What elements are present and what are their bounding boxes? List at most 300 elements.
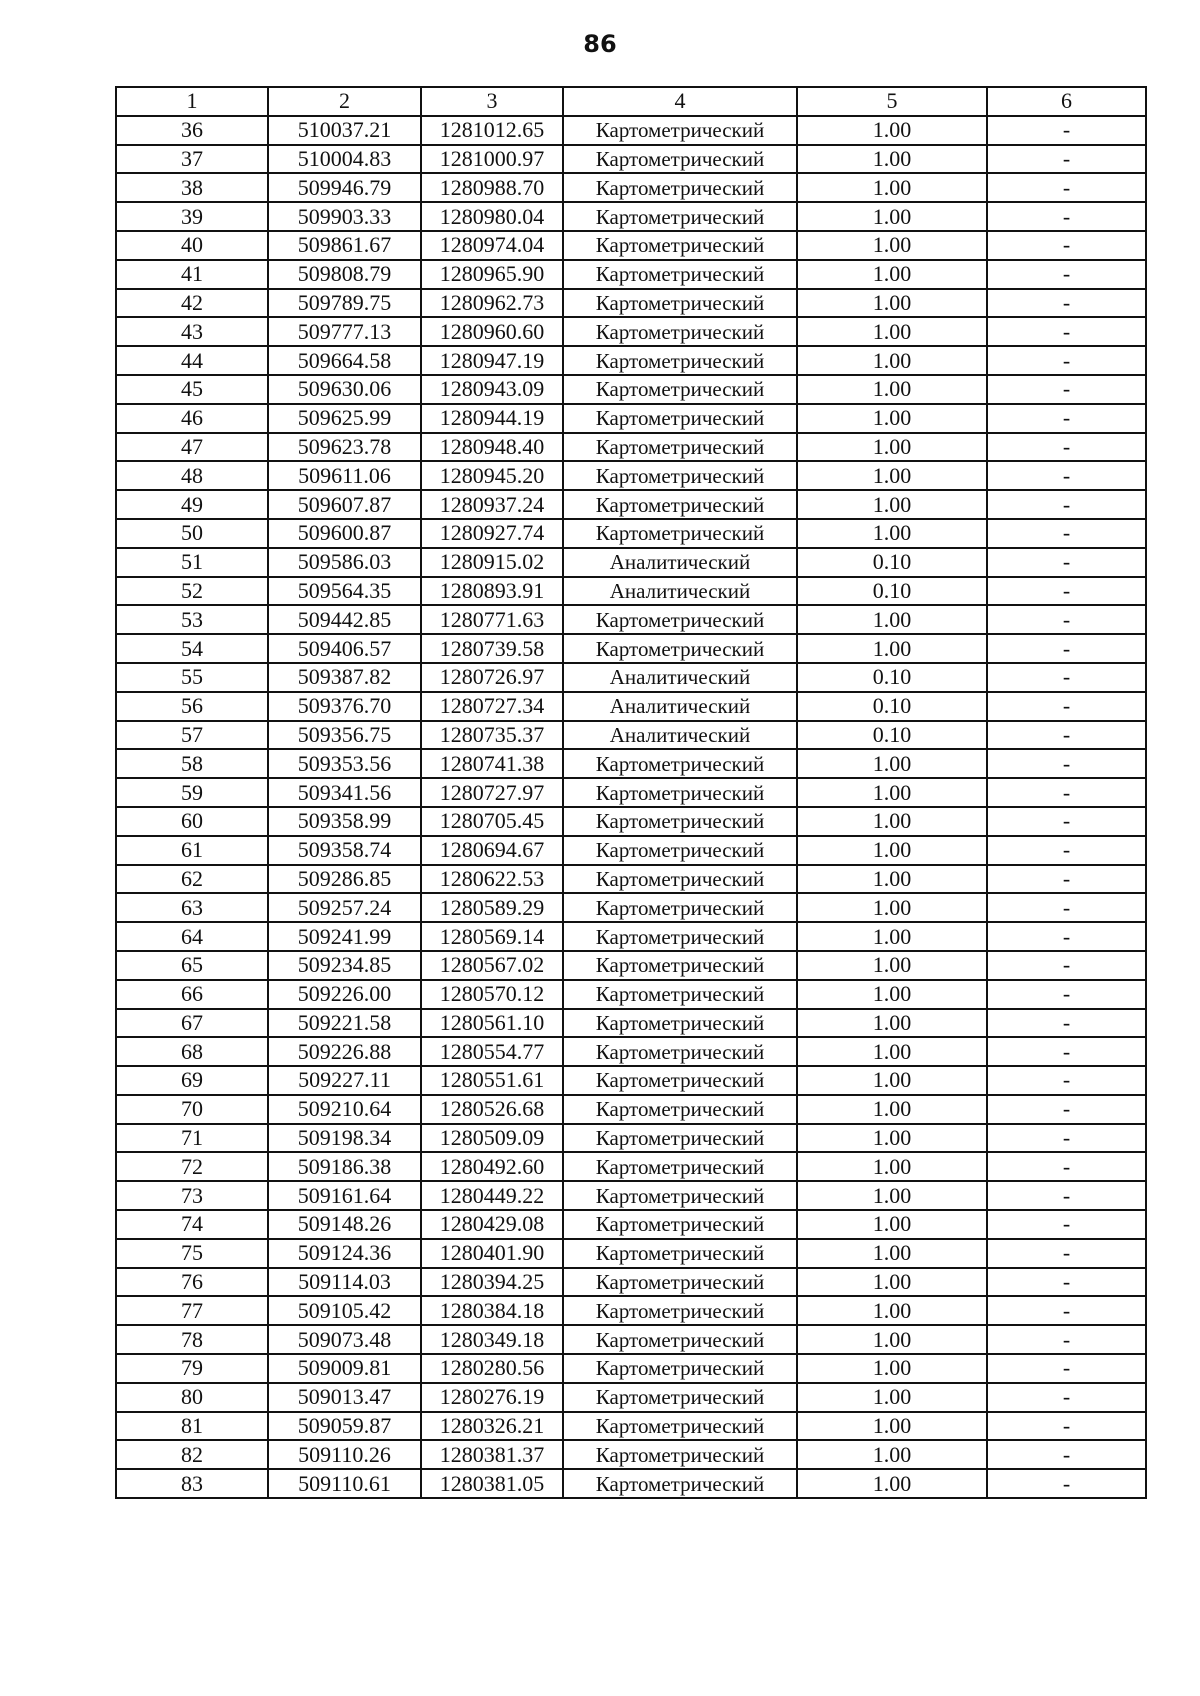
cell-accuracy: 1.00 bbox=[797, 1354, 987, 1383]
cell-method: Картометрический bbox=[563, 375, 797, 404]
table-row bbox=[116, 577, 1146, 606]
header-cell: 6 bbox=[987, 87, 1146, 116]
cell-method: Картометрический bbox=[563, 1412, 797, 1441]
table-row bbox=[116, 1181, 1146, 1210]
cell-point-number: 77 bbox=[116, 1296, 268, 1325]
cell-accuracy: 1.00 bbox=[797, 490, 987, 519]
cell-method: Картометрический bbox=[563, 922, 797, 951]
cell-accuracy: 0.10 bbox=[797, 721, 987, 750]
cell-method: Аналитический bbox=[563, 548, 797, 577]
cell-note: - bbox=[987, 1009, 1146, 1038]
cell-method: Картометрический bbox=[563, 1383, 797, 1412]
cell-coord-x: 509105.42 bbox=[268, 1296, 421, 1325]
cell-coord-y: 1280509.09 bbox=[421, 1124, 563, 1153]
cell-accuracy: 1.00 bbox=[797, 433, 987, 462]
table-row bbox=[116, 1268, 1146, 1297]
cell-note: - bbox=[987, 692, 1146, 721]
cell-coord-x: 509257.24 bbox=[268, 893, 421, 922]
cell-point-number: 41 bbox=[116, 260, 268, 289]
cell-note: - bbox=[987, 1095, 1146, 1124]
table-row bbox=[116, 922, 1146, 951]
cell-coord-x: 509442.85 bbox=[268, 605, 421, 634]
cell-method: Аналитический bbox=[563, 663, 797, 692]
cell-coord-y: 1280570.12 bbox=[421, 980, 563, 1009]
table-row bbox=[116, 202, 1146, 231]
cell-coord-x: 509406.57 bbox=[268, 634, 421, 663]
cell-method: Картометрический bbox=[563, 1440, 797, 1469]
cell-accuracy: 1.00 bbox=[797, 1152, 987, 1181]
cell-method: Картометрический bbox=[563, 346, 797, 375]
cell-coord-x: 509186.38 bbox=[268, 1152, 421, 1181]
table-body bbox=[116, 116, 1146, 1498]
cell-point-number: 36 bbox=[116, 116, 268, 145]
cell-accuracy: 1.00 bbox=[797, 317, 987, 346]
table-row bbox=[116, 173, 1146, 202]
cell-coord-x: 509148.26 bbox=[268, 1210, 421, 1239]
cell-coord-x: 509623.78 bbox=[268, 433, 421, 462]
cell-point-number: 61 bbox=[116, 836, 268, 865]
cell-method: Картометрический bbox=[563, 1210, 797, 1239]
cell-accuracy: 1.00 bbox=[797, 202, 987, 231]
cell-coord-y: 1280739.58 bbox=[421, 634, 563, 663]
cell-method: Картометрический bbox=[563, 1181, 797, 1210]
cell-point-number: 78 bbox=[116, 1325, 268, 1354]
cell-coord-x: 509226.88 bbox=[268, 1037, 421, 1066]
cell-point-number: 67 bbox=[116, 1009, 268, 1038]
cell-point-number: 44 bbox=[116, 346, 268, 375]
cell-method: Картометрический bbox=[563, 461, 797, 490]
cell-accuracy: 1.00 bbox=[797, 1037, 987, 1066]
cell-method: Картометрический bbox=[563, 173, 797, 202]
cell-coord-x: 509358.99 bbox=[268, 807, 421, 836]
cell-point-number: 57 bbox=[116, 721, 268, 750]
cell-note: - bbox=[987, 893, 1146, 922]
cell-coord-x: 509009.81 bbox=[268, 1354, 421, 1383]
cell-method: Картометрический bbox=[563, 605, 797, 634]
table-row bbox=[116, 634, 1146, 663]
cell-method: Картометрический bbox=[563, 836, 797, 865]
cell-method: Картометрический bbox=[563, 1325, 797, 1354]
table-row bbox=[116, 1066, 1146, 1095]
cell-point-number: 71 bbox=[116, 1124, 268, 1153]
page-number: 86 bbox=[583, 30, 617, 58]
table-row bbox=[116, 1124, 1146, 1153]
cell-method: Картометрический bbox=[563, 519, 797, 548]
table-row bbox=[116, 605, 1146, 634]
cell-coord-x: 509226.00 bbox=[268, 980, 421, 1009]
cell-method: Картометрический bbox=[563, 231, 797, 260]
cell-coord-x: 509664.58 bbox=[268, 346, 421, 375]
cell-note: - bbox=[987, 605, 1146, 634]
cell-coord-y: 1280554.77 bbox=[421, 1037, 563, 1066]
coordinates-table bbox=[115, 86, 1147, 1499]
cell-point-number: 70 bbox=[116, 1095, 268, 1124]
cell-accuracy: 1.00 bbox=[797, 1124, 987, 1153]
cell-coord-x: 509341.56 bbox=[268, 778, 421, 807]
cell-method: Картометрический bbox=[563, 1354, 797, 1383]
cell-point-number: 51 bbox=[116, 548, 268, 577]
cell-note: - bbox=[987, 1239, 1146, 1268]
cell-coord-y: 1280948.40 bbox=[421, 433, 563, 462]
cell-accuracy: 1.00 bbox=[797, 1469, 987, 1498]
cell-accuracy: 1.00 bbox=[797, 173, 987, 202]
cell-note: - bbox=[987, 663, 1146, 692]
cell-coord-y: 1280622.53 bbox=[421, 865, 563, 894]
cell-point-number: 54 bbox=[116, 634, 268, 663]
cell-coord-x: 509808.79 bbox=[268, 260, 421, 289]
cell-method: Аналитический bbox=[563, 721, 797, 750]
cell-point-number: 58 bbox=[116, 749, 268, 778]
cell-point-number: 52 bbox=[116, 577, 268, 606]
table-row bbox=[116, 1354, 1146, 1383]
cell-coord-x: 509114.03 bbox=[268, 1268, 421, 1297]
table-row bbox=[116, 1009, 1146, 1038]
cell-coord-y: 1280943.09 bbox=[421, 375, 563, 404]
cell-method: Картометрический bbox=[563, 1095, 797, 1124]
cell-point-number: 60 bbox=[116, 807, 268, 836]
cell-accuracy: 1.00 bbox=[797, 1440, 987, 1469]
cell-accuracy: 1.00 bbox=[797, 634, 987, 663]
cell-coord-y: 1280567.02 bbox=[421, 951, 563, 980]
cell-coord-x: 509586.03 bbox=[268, 548, 421, 577]
cell-coord-y: 1280326.21 bbox=[421, 1412, 563, 1441]
header-cell: 3 bbox=[421, 87, 563, 116]
cell-point-number: 64 bbox=[116, 922, 268, 951]
cell-point-number: 65 bbox=[116, 951, 268, 980]
cell-method: Картометрический bbox=[563, 1009, 797, 1038]
table-row bbox=[116, 289, 1146, 318]
cell-note: - bbox=[987, 1325, 1146, 1354]
cell-coord-x: 509611.06 bbox=[268, 461, 421, 490]
cell-coord-y: 1280962.73 bbox=[421, 289, 563, 318]
cell-note: - bbox=[987, 807, 1146, 836]
table-row bbox=[116, 145, 1146, 174]
cell-point-number: 42 bbox=[116, 289, 268, 318]
cell-note: - bbox=[987, 951, 1146, 980]
cell-coord-y: 1280727.34 bbox=[421, 692, 563, 721]
cell-point-number: 53 bbox=[116, 605, 268, 634]
table-row bbox=[116, 1296, 1146, 1325]
cell-accuracy: 0.10 bbox=[797, 548, 987, 577]
header-row bbox=[116, 87, 1146, 116]
cell-point-number: 68 bbox=[116, 1037, 268, 1066]
cell-coord-x: 509161.64 bbox=[268, 1181, 421, 1210]
table-row bbox=[116, 865, 1146, 894]
cell-accuracy: 1.00 bbox=[797, 231, 987, 260]
table-row bbox=[116, 980, 1146, 1009]
table-row bbox=[116, 116, 1146, 145]
cell-coord-y: 1280893.91 bbox=[421, 577, 563, 606]
table-row bbox=[116, 1412, 1146, 1441]
table-row bbox=[116, 1095, 1146, 1124]
cell-accuracy: 1.00 bbox=[797, 461, 987, 490]
cell-coord-x: 509946.79 bbox=[268, 173, 421, 202]
cell-coord-y: 1280927.74 bbox=[421, 519, 563, 548]
cell-note: - bbox=[987, 1124, 1146, 1153]
cell-coord-x: 509903.33 bbox=[268, 202, 421, 231]
cell-point-number: 55 bbox=[116, 663, 268, 692]
cell-coord-y: 1280694.67 bbox=[421, 836, 563, 865]
cell-coord-x: 509124.36 bbox=[268, 1239, 421, 1268]
table-row bbox=[116, 346, 1146, 375]
cell-method: Картометрический bbox=[563, 490, 797, 519]
cell-note: - bbox=[987, 346, 1146, 375]
cell-coord-x: 509110.26 bbox=[268, 1440, 421, 1469]
cell-accuracy: 1.00 bbox=[797, 1066, 987, 1095]
cell-note: - bbox=[987, 922, 1146, 951]
cell-note: - bbox=[987, 1066, 1146, 1095]
cell-point-number: 82 bbox=[116, 1440, 268, 1469]
cell-coord-y: 1281000.97 bbox=[421, 145, 563, 174]
cell-accuracy: 1.00 bbox=[797, 893, 987, 922]
table-row bbox=[116, 893, 1146, 922]
cell-coord-x: 509241.99 bbox=[268, 922, 421, 951]
cell-accuracy: 1.00 bbox=[797, 1239, 987, 1268]
cell-accuracy: 1.00 bbox=[797, 404, 987, 433]
cell-accuracy: 1.00 bbox=[797, 951, 987, 980]
cell-accuracy: 1.00 bbox=[797, 778, 987, 807]
cell-method: Картометрический bbox=[563, 202, 797, 231]
cell-coord-x: 509221.58 bbox=[268, 1009, 421, 1038]
cell-point-number: 63 bbox=[116, 893, 268, 922]
table-row bbox=[116, 951, 1146, 980]
cell-note: - bbox=[987, 1210, 1146, 1239]
table-row bbox=[116, 317, 1146, 346]
cell-coord-x: 509376.70 bbox=[268, 692, 421, 721]
cell-point-number: 50 bbox=[116, 519, 268, 548]
table-row bbox=[116, 548, 1146, 577]
cell-note: - bbox=[987, 317, 1146, 346]
cell-point-number: 45 bbox=[116, 375, 268, 404]
cell-coord-x: 509777.13 bbox=[268, 317, 421, 346]
cell-note: - bbox=[987, 721, 1146, 750]
cell-point-number: 72 bbox=[116, 1152, 268, 1181]
cell-method: Картометрический bbox=[563, 778, 797, 807]
cell-coord-x: 509358.74 bbox=[268, 836, 421, 865]
cell-method: Картометрический bbox=[563, 317, 797, 346]
cell-method: Картометрический bbox=[563, 116, 797, 145]
table-row bbox=[116, 1469, 1146, 1498]
cell-point-number: 43 bbox=[116, 317, 268, 346]
cell-note: - bbox=[987, 260, 1146, 289]
cell-coord-x: 509861.67 bbox=[268, 231, 421, 260]
cell-coord-y: 1280394.25 bbox=[421, 1268, 563, 1297]
cell-coord-y: 1280569.14 bbox=[421, 922, 563, 951]
cell-method: Картометрический bbox=[563, 260, 797, 289]
cell-method: Картометрический bbox=[563, 433, 797, 462]
table-row bbox=[116, 375, 1146, 404]
cell-accuracy: 1.00 bbox=[797, 375, 987, 404]
cell-point-number: 46 bbox=[116, 404, 268, 433]
cell-point-number: 66 bbox=[116, 980, 268, 1009]
cell-coord-y: 1280988.70 bbox=[421, 173, 563, 202]
cell-method: Картометрический bbox=[563, 893, 797, 922]
cell-note: - bbox=[987, 231, 1146, 260]
cell-coord-y: 1280980.04 bbox=[421, 202, 563, 231]
cell-point-number: 83 bbox=[116, 1469, 268, 1498]
cell-accuracy: 1.00 bbox=[797, 980, 987, 1009]
cell-accuracy: 1.00 bbox=[797, 1181, 987, 1210]
cell-coord-y: 1280705.45 bbox=[421, 807, 563, 836]
cell-accuracy: 1.00 bbox=[797, 807, 987, 836]
cell-coord-x: 510037.21 bbox=[268, 116, 421, 145]
cell-note: - bbox=[987, 1268, 1146, 1297]
cell-accuracy: 1.00 bbox=[797, 836, 987, 865]
cell-accuracy: 1.00 bbox=[797, 1095, 987, 1124]
cell-method: Картометрический bbox=[563, 980, 797, 1009]
cell-coord-y: 1280589.29 bbox=[421, 893, 563, 922]
cell-coord-y: 1280526.68 bbox=[421, 1095, 563, 1124]
cell-note: - bbox=[987, 202, 1146, 231]
header-cell: 4 bbox=[563, 87, 797, 116]
table-row bbox=[116, 1239, 1146, 1268]
cell-point-number: 37 bbox=[116, 145, 268, 174]
cell-coord-y: 1280726.97 bbox=[421, 663, 563, 692]
cell-coord-y: 1280280.56 bbox=[421, 1354, 563, 1383]
table-row bbox=[116, 1152, 1146, 1181]
cell-coord-y: 1280401.90 bbox=[421, 1239, 563, 1268]
cell-accuracy: 1.00 bbox=[797, 865, 987, 894]
cell-accuracy: 1.00 bbox=[797, 1412, 987, 1441]
table-header bbox=[116, 87, 1146, 116]
header-cell: 2 bbox=[268, 87, 421, 116]
cell-method: Аналитический bbox=[563, 577, 797, 606]
cell-point-number: 75 bbox=[116, 1239, 268, 1268]
cell-method: Картометрический bbox=[563, 1037, 797, 1066]
cell-note: - bbox=[987, 1354, 1146, 1383]
cell-accuracy: 1.00 bbox=[797, 1268, 987, 1297]
cell-accuracy: 1.00 bbox=[797, 145, 987, 174]
cell-coord-x: 509286.85 bbox=[268, 865, 421, 894]
cell-method: Картометрический bbox=[563, 951, 797, 980]
table-row bbox=[116, 461, 1146, 490]
cell-point-number: 40 bbox=[116, 231, 268, 260]
cell-coord-y: 1280727.97 bbox=[421, 778, 563, 807]
cell-note: - bbox=[987, 1440, 1146, 1469]
cell-note: - bbox=[987, 836, 1146, 865]
cell-accuracy: 0.10 bbox=[797, 663, 987, 692]
cell-note: - bbox=[987, 1181, 1146, 1210]
table-row bbox=[116, 1440, 1146, 1469]
cell-coord-x: 509625.99 bbox=[268, 404, 421, 433]
cell-coord-y: 1280741.38 bbox=[421, 749, 563, 778]
table-row bbox=[116, 1037, 1146, 1066]
cell-coord-x: 509789.75 bbox=[268, 289, 421, 318]
cell-point-number: 74 bbox=[116, 1210, 268, 1239]
cell-note: - bbox=[987, 548, 1146, 577]
cell-coord-y: 1280384.18 bbox=[421, 1296, 563, 1325]
cell-point-number: 73 bbox=[116, 1181, 268, 1210]
cell-method: Картометрический bbox=[563, 1124, 797, 1153]
cell-coord-x: 509353.56 bbox=[268, 749, 421, 778]
cell-method: Картометрический bbox=[563, 1469, 797, 1498]
table-row bbox=[116, 807, 1146, 836]
cell-coord-x: 509110.61 bbox=[268, 1469, 421, 1498]
cell-coord-x: 510004.83 bbox=[268, 145, 421, 174]
cell-coord-x: 509234.85 bbox=[268, 951, 421, 980]
table-row bbox=[116, 836, 1146, 865]
cell-method: Картометрический bbox=[563, 865, 797, 894]
cell-coord-y: 1280945.20 bbox=[421, 461, 563, 490]
cell-method: Картометрический bbox=[563, 404, 797, 433]
cell-note: - bbox=[987, 490, 1146, 519]
cell-note: - bbox=[987, 1469, 1146, 1498]
cell-point-number: 59 bbox=[116, 778, 268, 807]
cell-note: - bbox=[987, 116, 1146, 145]
cell-note: - bbox=[987, 404, 1146, 433]
cell-point-number: 80 bbox=[116, 1383, 268, 1412]
cell-coord-y: 1280965.90 bbox=[421, 260, 563, 289]
cell-coord-y: 1280276.19 bbox=[421, 1383, 563, 1412]
cell-coord-x: 509013.47 bbox=[268, 1383, 421, 1412]
cell-method: Картометрический bbox=[563, 1239, 797, 1268]
cell-note: - bbox=[987, 778, 1146, 807]
cell-coord-y: 1280561.10 bbox=[421, 1009, 563, 1038]
table-row bbox=[116, 1210, 1146, 1239]
header-cell: 5 bbox=[797, 87, 987, 116]
cell-coord-x: 509387.82 bbox=[268, 663, 421, 692]
cell-point-number: 79 bbox=[116, 1354, 268, 1383]
table-row bbox=[116, 692, 1146, 721]
cell-method: Картометрический bbox=[563, 289, 797, 318]
cell-coord-y: 1280429.08 bbox=[421, 1210, 563, 1239]
cell-accuracy: 1.00 bbox=[797, 260, 987, 289]
table-row bbox=[116, 1325, 1146, 1354]
cell-note: - bbox=[987, 519, 1146, 548]
cell-point-number: 62 bbox=[116, 865, 268, 894]
cell-note: - bbox=[987, 865, 1146, 894]
cell-point-number: 48 bbox=[116, 461, 268, 490]
cell-method: Картометрический bbox=[563, 749, 797, 778]
cell-point-number: 56 bbox=[116, 692, 268, 721]
cell-note: - bbox=[987, 1037, 1146, 1066]
cell-coord-y: 1281012.65 bbox=[421, 116, 563, 145]
cell-coord-x: 509073.48 bbox=[268, 1325, 421, 1354]
cell-coord-y: 1280735.37 bbox=[421, 721, 563, 750]
cell-coord-x: 509600.87 bbox=[268, 519, 421, 548]
cell-point-number: 38 bbox=[116, 173, 268, 202]
cell-coord-x: 509227.11 bbox=[268, 1066, 421, 1095]
cell-method: Аналитический bbox=[563, 692, 797, 721]
cell-method: Картометрический bbox=[563, 145, 797, 174]
cell-point-number: 69 bbox=[116, 1066, 268, 1095]
cell-coord-y: 1280381.37 bbox=[421, 1440, 563, 1469]
cell-point-number: 76 bbox=[116, 1268, 268, 1297]
cell-method: Картометрический bbox=[563, 1152, 797, 1181]
cell-point-number: 49 bbox=[116, 490, 268, 519]
cell-method: Картометрический bbox=[563, 807, 797, 836]
cell-note: - bbox=[987, 461, 1146, 490]
cell-accuracy: 1.00 bbox=[797, 346, 987, 375]
cell-coord-x: 509356.75 bbox=[268, 721, 421, 750]
header-cell: 1 bbox=[116, 87, 268, 116]
cell-coord-x: 509210.64 bbox=[268, 1095, 421, 1124]
table-row bbox=[116, 749, 1146, 778]
cell-accuracy: 1.00 bbox=[797, 519, 987, 548]
cell-accuracy: 1.00 bbox=[797, 116, 987, 145]
cell-coord-y: 1280551.61 bbox=[421, 1066, 563, 1095]
cell-note: - bbox=[987, 980, 1146, 1009]
cell-note: - bbox=[987, 1383, 1146, 1412]
cell-coord-y: 1280944.19 bbox=[421, 404, 563, 433]
cell-accuracy: 0.10 bbox=[797, 577, 987, 606]
cell-coord-x: 509630.06 bbox=[268, 375, 421, 404]
cell-accuracy: 1.00 bbox=[797, 1296, 987, 1325]
cell-coord-y: 1280937.24 bbox=[421, 490, 563, 519]
cell-method: Картометрический bbox=[563, 634, 797, 663]
cell-coord-x: 509564.35 bbox=[268, 577, 421, 606]
cell-coord-y: 1280381.05 bbox=[421, 1469, 563, 1498]
